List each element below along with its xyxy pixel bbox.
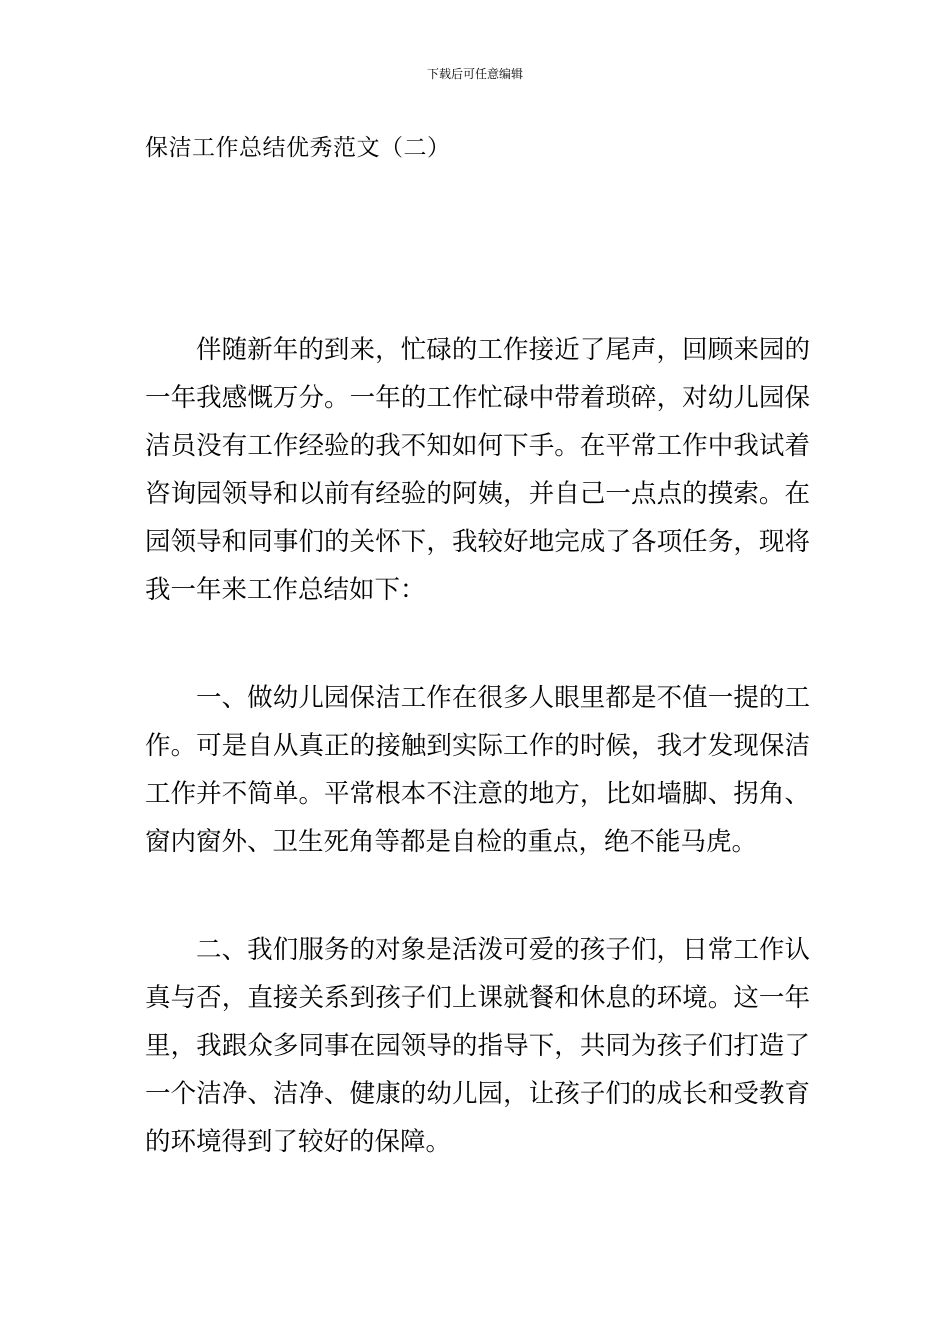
header-note: 下载后可任意编辑 (426, 67, 523, 81)
paragraph-point-one: 一、做幼儿园保洁工作在很多人眼里都是不值一提的工作。可是自从真正的接触到实际工作的时候，我才发现保洁工作并不简单。平常根本不注意的地方，比如墙脚、拐角、窗内窗外、卫生死角等都是自检的重点，绝不能马虎。 (145, 683, 810, 857)
paragraph-point-two: 二、我们服务的对象是活泼可爱的孩子们，日常工作认真与否，直接关系到孩子们上课就餐和休息的环境。这一年里，我跟众多同事在园领导的指导下，共同为孩子们打造了一个洁净、洁净、健康的幼儿园，让孩子们的成长和受教育的环境得到了较好的保障。 (145, 935, 810, 1157)
paragraph-intro: 伴随新年的到来，忙碌的工作接近了尾声，回顾来园的一年我感慨万分。一年的工作忙碌中带着琐碎，对幼儿园保洁员没有工作经验的我不知如何下手。在平常工作中我试着咨询园领导和以前有经验的阿姨，并自己一点点的摸索。在园领导和同事们的关怀下，我较好地完成了各项任务，现将我一年来工作总结如下： (145, 335, 810, 605)
document-body (145, 326, 810, 1166)
document-title: 保洁工作总结优秀范文（二） (145, 135, 451, 161)
